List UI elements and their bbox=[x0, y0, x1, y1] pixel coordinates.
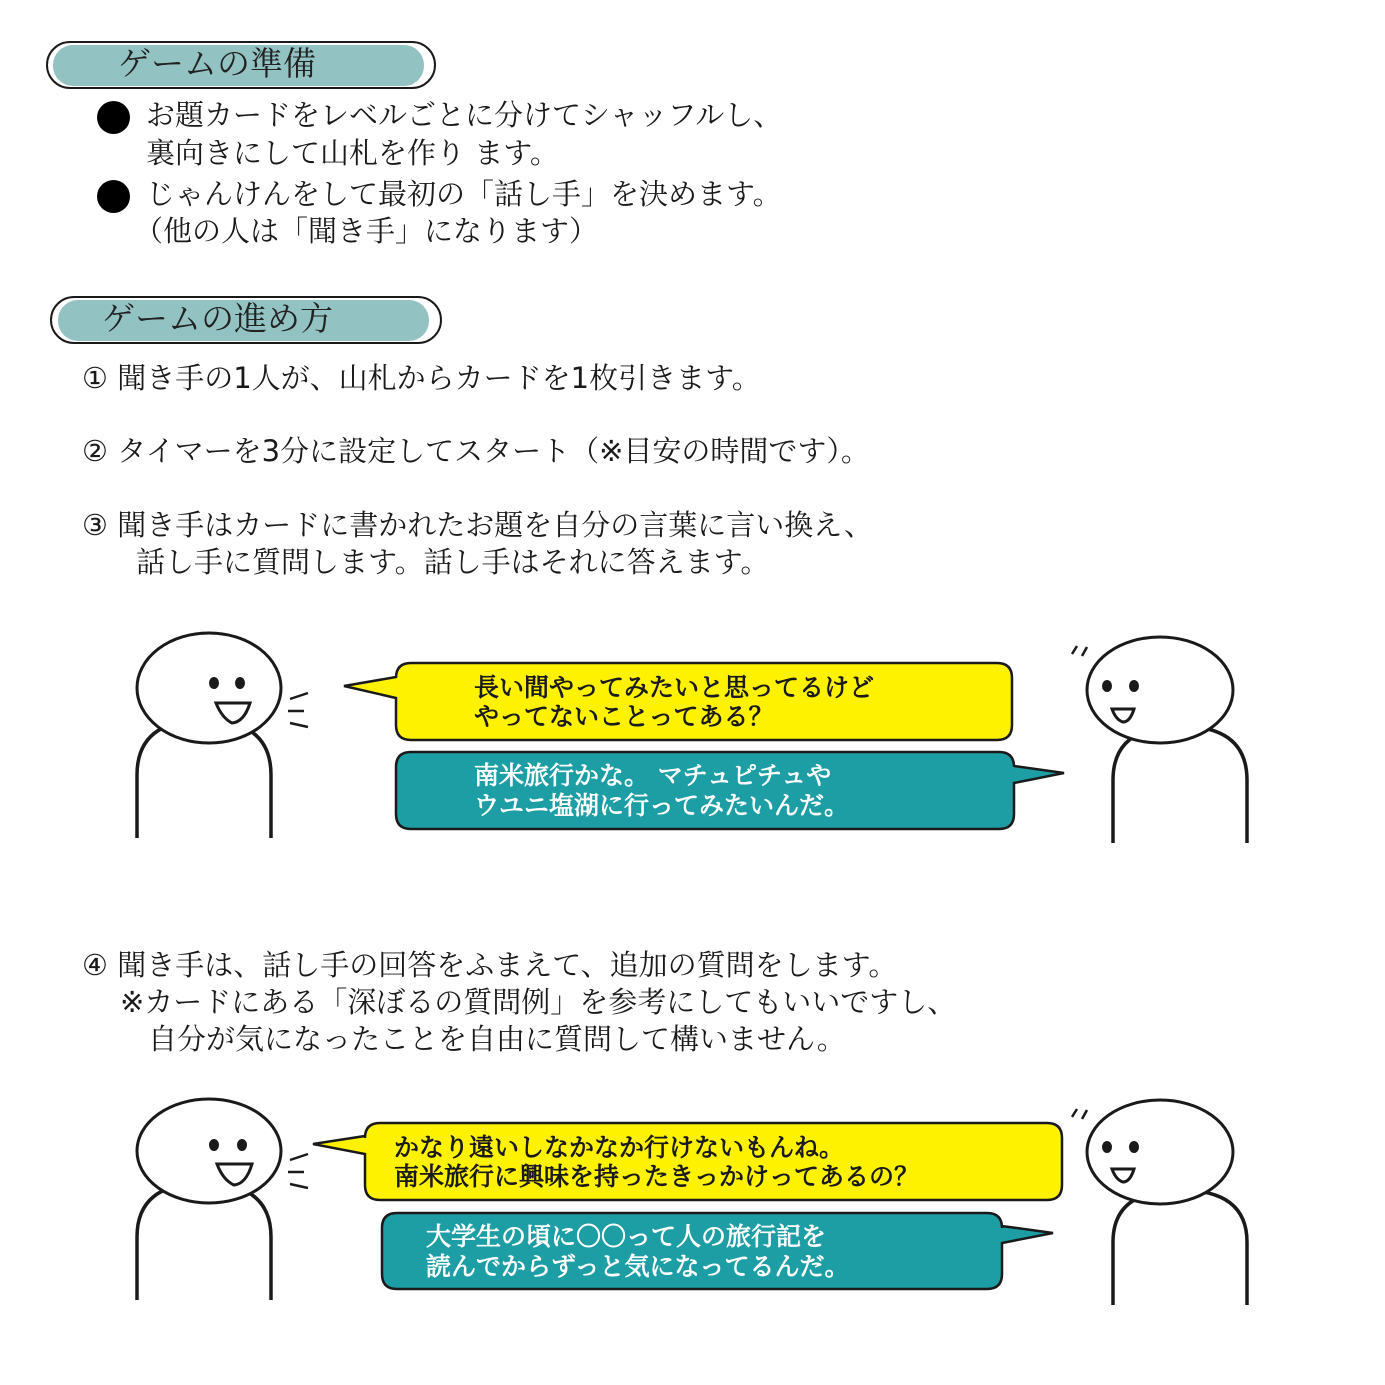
question-1-line1: 長い間やってみたいと思ってるけど bbox=[474, 673, 875, 702]
answer-1-line1: 南米旅行かな。 マチュピチュや bbox=[474, 761, 832, 790]
answer-2-line1: 大学生の頃に〇〇って人の旅行記を bbox=[426, 1222, 827, 1251]
section-title-preparation: ゲームの準備 bbox=[118, 44, 316, 83]
prep-bullet-1-line1: お題カードをレベルごとに分けてシャッフルし、 bbox=[146, 98, 783, 132]
bullet-dot-icon bbox=[97, 180, 130, 213]
bullet-dot-icon bbox=[97, 101, 130, 134]
question-2-line2: 南米旅行に興味を持ったきっかけってあるの？ bbox=[394, 1162, 920, 1191]
speaker-character-1 bbox=[1072, 637, 1247, 843]
question-1-line2: やってないことってある？ bbox=[474, 702, 774, 731]
step-1: ① 聞き手の1人が、山札からカードを1枚引きます。 bbox=[82, 361, 761, 395]
prep-bullet-1-line2: 裏向きにして山札を作り ます。 bbox=[146, 136, 559, 170]
step-4-line1: ④ 聞き手は、話し手の回答をふまえて、追加の質問をします。 bbox=[82, 948, 898, 982]
prep-bullet-2-line2: （他の人は「聞き手」になります） bbox=[134, 214, 599, 248]
speaker-character-2 bbox=[1072, 1100, 1247, 1305]
step-3-line1: ③ 聞き手はカードに書かれたお題を自分の言葉に言い換え、 bbox=[82, 508, 873, 542]
listener-character-1 bbox=[137, 633, 308, 838]
step-3-line2: 話し手に質問します。話し手はそれに答えます。 bbox=[136, 545, 770, 579]
answer-2-line2: 読んでからずっと気になってるんだ。 bbox=[426, 1252, 850, 1281]
listener-character-2 bbox=[137, 1099, 308, 1300]
step-4-line2: ※カードにある「深ぼるの質問例」を参考にしてもいいですし、 bbox=[120, 985, 957, 1019]
prep-bullet-2-line1: じゃんけんをして最初の「話し手」を決めます。 bbox=[146, 177, 782, 211]
question-2-line1: かなり遠いしなかなか行けないもんね。 bbox=[394, 1133, 845, 1162]
step-2: ② タイマーを3分に設定してスタート（※目安の時間です）。 bbox=[82, 434, 870, 468]
section-title-howto: ゲームの進め方 bbox=[102, 299, 333, 338]
answer-1-line2: ウユニ塩湖に行ってみたいんだ。 bbox=[474, 791, 850, 820]
step-4-line3: 自分が気になったことを自由に質問して構いません。 bbox=[148, 1022, 846, 1056]
